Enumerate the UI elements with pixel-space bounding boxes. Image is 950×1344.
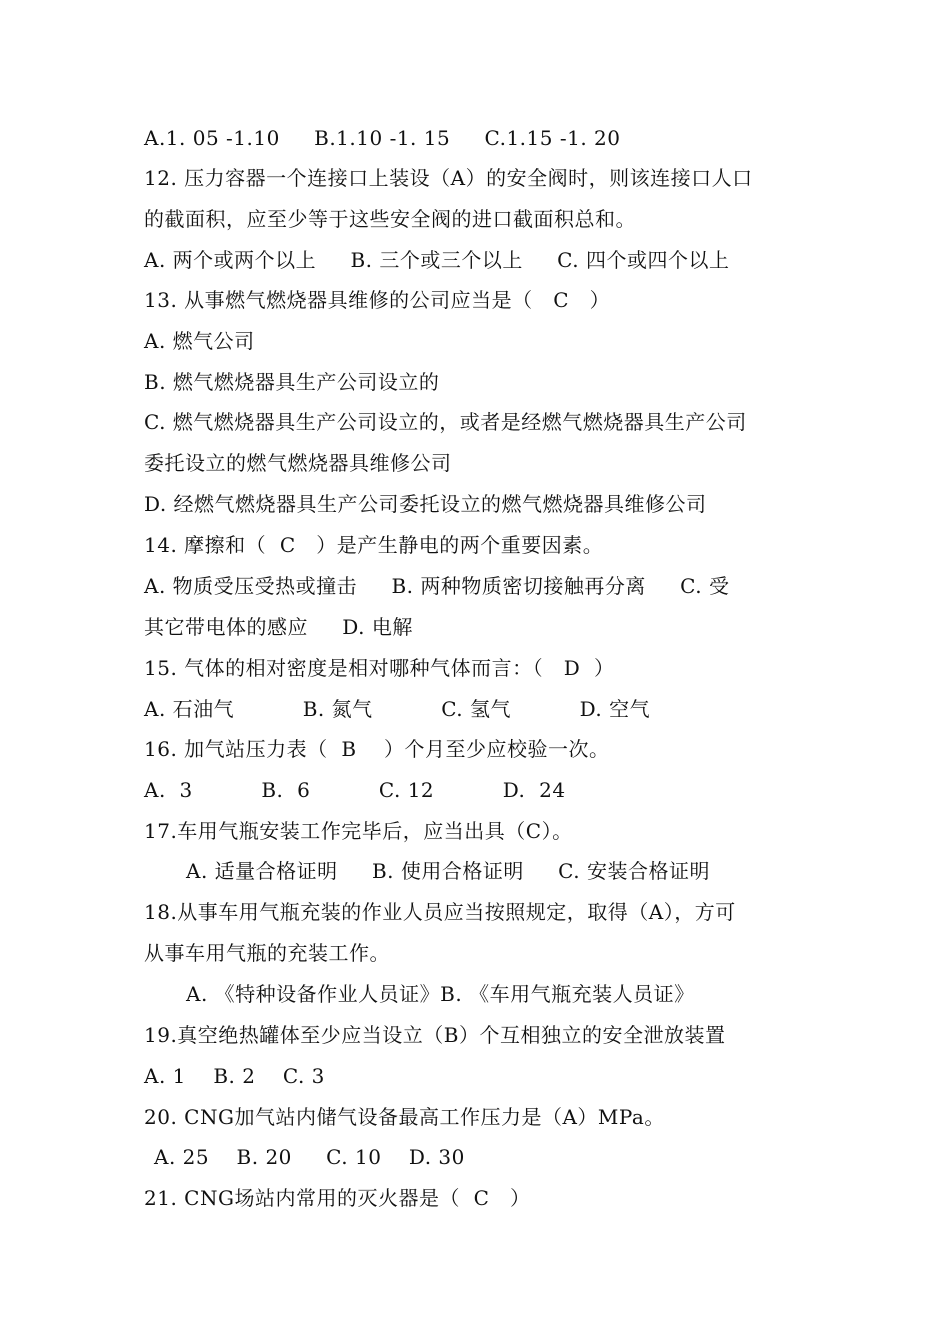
text-line: 委托设立的燃气燃烧器具维修公司	[144, 451, 452, 475]
question-19: 19.真空绝热罐体至少应当设立（B）个互相独立的安全泄放装置	[144, 1023, 726, 1047]
option-line: D. 经燃气燃烧器具生产公司委托设立的燃气燃烧器具维修公司	[144, 492, 707, 516]
option-line: C. 燃气燃烧器具生产公司设立的，或者是经燃气燃烧器具生产公司	[144, 410, 747, 434]
question-14: 14. 摩擦和（ C ）是产生静电的两个重要因素。	[144, 533, 604, 557]
options-line: A. 25 B. 20 C. 10 D. 30	[154, 1145, 465, 1169]
question-21: 21. CNG场站内常用的灭火器是（ C ）	[144, 1186, 531, 1210]
options-line: A. 适量合格证明 B. 使用合格证明 C. 安装合格证明	[186, 859, 710, 883]
text-line: 从事车用气瓶的充装工作。	[144, 941, 390, 965]
question-16: 16. 加气站压力表（ B ）个月至少应校验一次。	[144, 737, 610, 761]
options-line: A. 两个或两个以上 B. 三个或三个以上 C. 四个或四个以上	[144, 248, 730, 272]
options-line: A. 《特种设备作业人员证》B. 《车用气瓶充装人员证》	[186, 982, 695, 1006]
text-line: 其它带电体的感应 D. 电解	[144, 615, 413, 639]
question-20: 20. CNG加气站内储气设备最高工作压力是（A）MPa。	[144, 1105, 665, 1129]
text-line: A.1. 05 -1.10 B.1.10 -1. 15 C.1.15 -1. 20	[144, 126, 621, 150]
question-18: 18.从事车用气瓶充装的作业人员应当按照规定，取得（A），方可	[144, 900, 736, 924]
question-15: 15. 气体的相对密度是相对哪种气体而言：（ D ）	[144, 656, 615, 680]
text-line: 的截面积，应至少等于这些安全阀的进口截面积总和。	[144, 207, 636, 231]
question-17: 17.车用气瓶安装工作完毕后，应当出具（C）。	[144, 819, 573, 843]
option-line: B. 燃气燃烧器具生产公司设立的	[144, 370, 440, 394]
options-line: A. 物质受压受热或撞击 B. 两种物质密切接触再分离 C. 受	[144, 574, 730, 598]
question-13: 13. 从事燃气燃烧器具维修的公司应当是（ C ）	[144, 288, 611, 312]
question-12: 12. 压力容器一个连接口上装设（A）的安全阀时，则该连接口人口	[144, 166, 753, 190]
options-line: A. 3 B. 6 C. 12 D. 24	[144, 778, 566, 802]
option-line: A. 燃气公司	[144, 329, 255, 353]
options-line: A. 1 B. 2 C. 3	[144, 1064, 325, 1088]
options-line: A. 石油气 B. 氮气 C. 氢气 D. 空气	[144, 697, 651, 721]
